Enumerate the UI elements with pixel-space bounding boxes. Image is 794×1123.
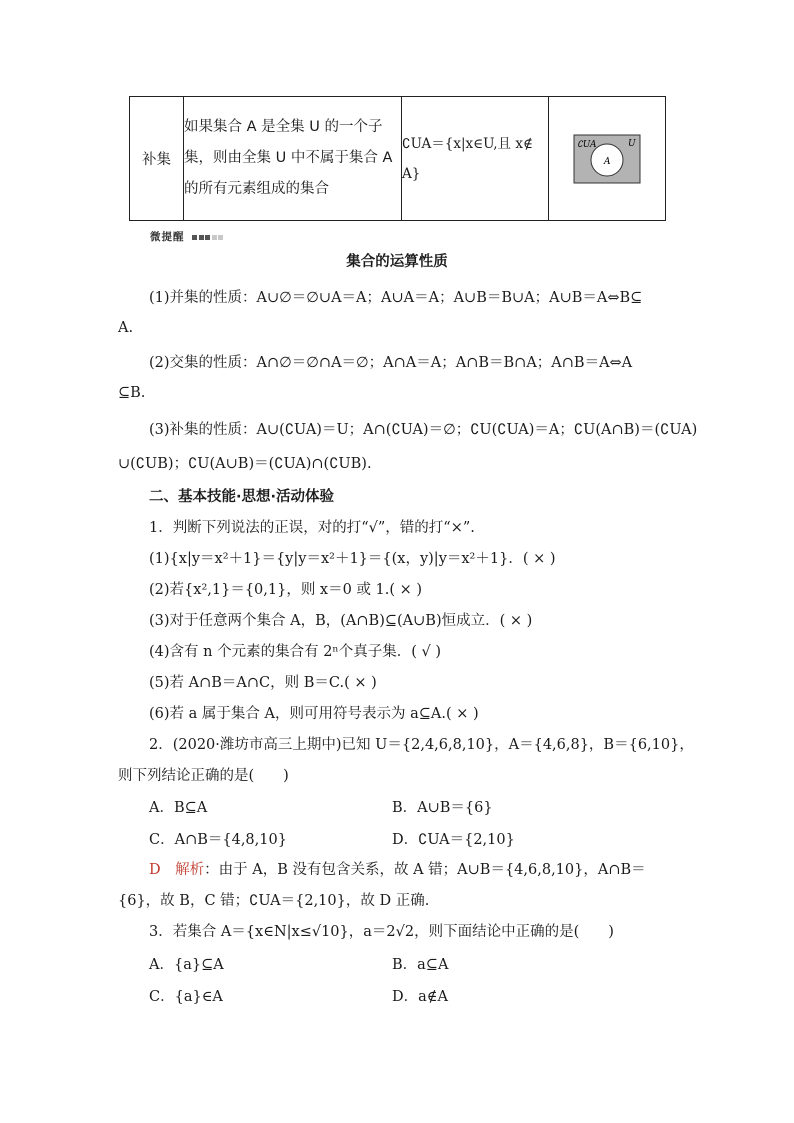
q2-option-c: C．A∩B＝{4,8,10} [149, 832, 287, 848]
universe-label: U [628, 138, 636, 149]
q3-option-b: B．a⊆A [392, 957, 449, 973]
tip-dots-decoration [192, 231, 225, 243]
venn-diagram-cell [549, 97, 666, 221]
q2-option-a: A．B⊆A [149, 800, 208, 816]
part-title: 二、基本技能·思想·活动体验 [149, 489, 335, 505]
complement-row [130, 97, 666, 221]
q1-item: (3)对于任意两个集合 A，B，(A∩B)⊆(A∪B)恒成立．( × ) [149, 613, 533, 629]
q3-stem: 3．若集合 A＝{x∈N|x≤√10}，a＝2√2，则下面结论中正确的是( ) [149, 924, 614, 940]
complement-table [129, 96, 666, 221]
q1-item: (2)若{x²,1}＝{0,1}，则 x＝0 或 1.( × ) [149, 582, 423, 598]
tip-text: 微提醒 [150, 231, 185, 243]
intersection-property: (2)交集的性质：A∩∅＝∅∩A＝∅；A∩A＝A；A∩B＝B∩A；A∩B＝A⇔A [149, 355, 633, 371]
q1-item: (5)若 A∩B＝A∩C，则 B＝C.( × ) [149, 675, 377, 691]
q2-option-b: B．A∪B＝{6} [392, 800, 493, 816]
q2-option-d: D．∁UA＝{2,10} [392, 832, 515, 848]
intersection-property-cont: ⊆B. [118, 385, 146, 401]
q2-analysis [149, 858, 646, 879]
section-title: 集合的运算性质 [346, 254, 448, 270]
q2-analysis-cont: {6}，故 B，C 错；∁UA＝{2,10}，故 D 正确. [118, 893, 430, 909]
q2-answer: D [149, 862, 161, 878]
q3-option-c: C．{a}∈A [149, 989, 223, 1005]
operation-symbol: ∁UA＝{x|x∈U,且 x∉ A} [402, 97, 549, 221]
analysis-label: 解析 [175, 862, 205, 878]
union-property-cont: A. [118, 320, 134, 336]
q2-stem-cont: 则下列结论正确的是( ) [118, 768, 289, 784]
q3-option-d: D．a∉A [392, 989, 448, 1005]
q3-option-a: A．{a}⊆A [149, 957, 224, 973]
q1-item: (6)若 a 属于集合 A，则可用符号表示为 a⊆A.( × ) [149, 706, 479, 722]
operation-name: 补集 [130, 97, 184, 221]
q1-item: (1){x|y＝x²＋1}＝{y|y＝x²＋1}＝{(x，y)|y＝x²＋1}．( × ) [149, 551, 556, 567]
analysis-text: ：由于 A，B 没有包含关系，故 A 错；A∪B＝{4,6,8,10}，A∩B＝ [204, 862, 646, 878]
tip-label [150, 229, 225, 244]
complement-property: (3)补集的性质：A∪(∁UA)＝U；A∩(∁UA)＝∅；∁U(∁UA)＝A；∁U(A∩B)＝(∁UA) [149, 422, 698, 438]
operation-definition: 如果集合 A 是全集 U 的一个子集，则由全集 U 中不属于集合 A 的所有元素组成的集合 [184, 97, 402, 221]
set-a-label: A [604, 156, 611, 167]
complement-property-cont: ∪(∁UB)；∁U(A∪B)＝(∁UA)∩(∁UB). [118, 456, 372, 472]
q1-stem: 1．判断下列说法的正误，对的打“√”，错的打“×”. [149, 520, 475, 536]
venn-diagram [573, 134, 641, 184]
q1-item: (4)含有 n 个元素的集合有 2ⁿ个真子集．( √ ) [149, 644, 441, 660]
complement-label: ∁UA [577, 139, 597, 150]
union-property: (1)并集的性质：A∪∅＝∅∪A＝A；A∪A＝A；A∪B＝B∪A；A∪B＝A⇔B⊆ [149, 290, 643, 306]
q2-stem: 2．(2020·潍坊市高三上期中)已知 U＝{2,4,6,8,10}，A＝{4,6,8}，B＝{6,10}， [149, 737, 694, 753]
